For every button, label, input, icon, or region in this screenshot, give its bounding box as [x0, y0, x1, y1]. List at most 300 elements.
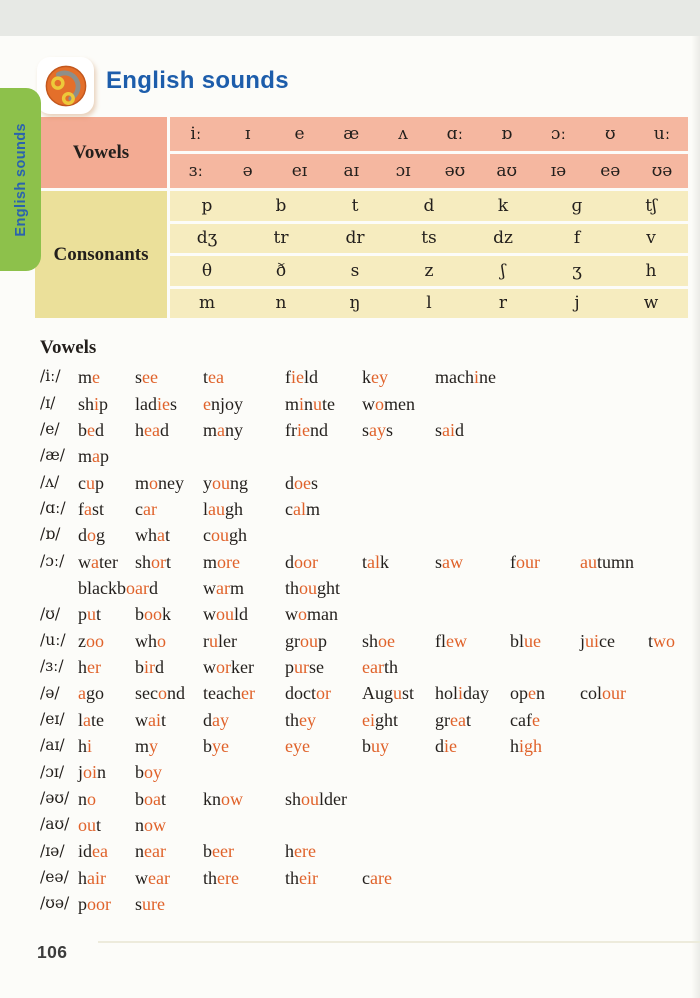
- highlighted-letters: u: [393, 683, 402, 704]
- example-word: more: [203, 551, 240, 572]
- highlighted-letters: e: [203, 393, 211, 414]
- phoneme-symbol: tr: [244, 224, 318, 254]
- example-word: [285, 737, 362, 755]
- example-word: ladies: [135, 393, 178, 414]
- word-row: [40, 627, 690, 653]
- phoneme-symbol: ɒ: [481, 117, 533, 151]
- highlighted-letters: ea: [208, 367, 224, 388]
- phoneme-row: [170, 117, 688, 151]
- phoneme-symbol: v: [614, 224, 688, 254]
- consonants-grid: [170, 191, 688, 318]
- highlighted-letters: oy: [144, 762, 162, 783]
- highlighted-letters: au: [208, 498, 226, 519]
- page-title: English sounds: [106, 67, 289, 94]
- highlighted-letters: a: [157, 525, 165, 546]
- ipa-symbol: /aɪ/: [40, 736, 65, 755]
- highlighted-letters: ai: [148, 709, 161, 730]
- ipa-symbol: /aʊ/: [40, 815, 70, 834]
- example-word: bed: [78, 419, 104, 440]
- example-word: flew: [435, 630, 467, 651]
- phoneme-symbol: ɪ: [222, 117, 274, 151]
- highlighted-letters: ay: [369, 419, 387, 440]
- example-word: boy: [135, 762, 162, 783]
- example-word: beer: [203, 841, 234, 862]
- highlighted-letters: ir: [144, 656, 155, 677]
- word-row: [40, 786, 690, 812]
- highlighted-letters: or: [151, 551, 167, 572]
- word-row: [40, 417, 690, 443]
- example-word: put: [78, 604, 102, 625]
- phoneme-symbol: e: [274, 117, 326, 151]
- word-row: [40, 548, 690, 574]
- phoneme-symbol: t: [318, 191, 392, 221]
- example-word: worker: [203, 656, 254, 677]
- phoneme-symbol: ts: [392, 224, 466, 254]
- highlighted-letters: ear: [362, 656, 384, 677]
- example-word: poor: [78, 894, 111, 915]
- highlighted-letters: air: [87, 867, 106, 888]
- highlighted-letters: au: [580, 551, 597, 572]
- example-word: autumn: [580, 551, 635, 572]
- phoneme-symbol: l: [392, 289, 466, 319]
- example-word: late: [78, 709, 105, 730]
- ipa-symbol: /ə/: [40, 683, 60, 702]
- highlighted-letters: a: [84, 498, 92, 519]
- example-word: door: [285, 551, 318, 572]
- highlighted-letters: e: [531, 709, 540, 730]
- phoneme-symbol: f: [540, 224, 614, 254]
- scan-artifact-line: [98, 941, 700, 943]
- word-row: [40, 443, 690, 469]
- phoneme-symbol: θ: [170, 256, 244, 286]
- example-word: boat: [135, 788, 167, 809]
- phoneme-symbol: dr: [318, 224, 392, 254]
- ipa-symbol: /uː/: [40, 630, 66, 649]
- word-list: [40, 337, 690, 917]
- highlighted-letters: a: [217, 419, 226, 440]
- ipa-symbol: /ɪə/: [40, 841, 65, 860]
- example-word: hair: [78, 867, 106, 888]
- phoneme-symbol: ŋ: [318, 289, 392, 319]
- highlighted-letters: a: [78, 683, 86, 704]
- example-word: many: [203, 419, 244, 440]
- ipa-symbol: /əʊ/: [40, 788, 70, 807]
- example-word: die: [435, 735, 457, 756]
- example-word: dog: [78, 525, 105, 546]
- example-word: said: [435, 419, 465, 440]
- highlighted-letters: ou: [212, 472, 230, 493]
- example-word: hi: [78, 735, 93, 756]
- word-list-rows: [40, 364, 690, 917]
- highlighted-letters: e: [87, 419, 95, 440]
- ipa-symbol: /e/: [40, 420, 60, 439]
- phoneme-symbol: s: [318, 256, 392, 286]
- example-word: ship: [78, 393, 109, 414]
- highlighted-letters: a: [92, 446, 101, 467]
- phoneme-row: [170, 191, 688, 221]
- example-word: cough: [203, 525, 247, 546]
- highlighted-letters: ea: [144, 419, 160, 440]
- example-word: women: [362, 393, 415, 414]
- phoneme-symbol: əʊ: [429, 154, 481, 188]
- example-word: machine: [435, 367, 496, 388]
- highlighted-letters: aw: [442, 551, 464, 572]
- highlighted-letters: i: [94, 393, 100, 414]
- side-tab-english-sounds: [0, 88, 41, 271]
- highlighted-letters: ou: [301, 788, 320, 809]
- highlighted-letters: o: [149, 472, 159, 493]
- example-word: they: [285, 709, 317, 730]
- highlighted-letters: ar: [143, 498, 157, 519]
- example-word: eight: [362, 709, 399, 730]
- highlighted-letters: u: [209, 630, 218, 651]
- phoneme-row: [170, 154, 688, 188]
- highlighted-letters: ie: [444, 735, 457, 756]
- scan-edge-shadow: [691, 36, 700, 998]
- highlighted-letters: or: [216, 656, 231, 677]
- example-word: wear: [135, 867, 170, 888]
- phoneme-row: [170, 256, 688, 286]
- highlighted-letters: u: [86, 472, 95, 493]
- example-word: enjoy: [203, 393, 244, 414]
- highlighted-letters: ye: [212, 735, 229, 756]
- word-row: [40, 522, 690, 548]
- ipa-symbol: /iː/: [40, 367, 61, 386]
- example-word: purse: [285, 656, 324, 677]
- phoneme-symbol: ð: [244, 256, 318, 286]
- highlighted-letters: i: [87, 735, 93, 756]
- phoneme-symbol: ʒ: [540, 256, 614, 286]
- highlighted-letters: ey: [371, 367, 388, 388]
- example-word: there: [203, 867, 239, 888]
- example-word: fast: [78, 498, 105, 519]
- phoneme-symbol: r: [466, 289, 540, 319]
- highlighted-letters: ay: [212, 709, 229, 730]
- phoneme-symbol: ʌ: [377, 117, 429, 151]
- highlighted-letters: o: [375, 393, 384, 414]
- highlighted-letters: our: [516, 551, 540, 572]
- phoneme-symbol: ɪə: [533, 154, 585, 188]
- example-word: bye: [203, 735, 229, 756]
- example-word: her: [78, 656, 101, 677]
- example-word: car: [135, 498, 157, 519]
- phoneme-symbol: dʒ: [170, 224, 244, 254]
- consonants-section: [35, 191, 688, 318]
- phoneme-symbol: n: [244, 289, 318, 319]
- word-row: [40, 759, 690, 785]
- example-word: juice: [580, 630, 616, 651]
- phoneme-symbol: eɪ: [274, 154, 326, 188]
- highlighted-letters: ie: [157, 393, 170, 414]
- example-word: blue: [510, 630, 542, 651]
- highlighted-letters: al: [367, 551, 381, 572]
- highlighted-letters: al: [293, 498, 306, 519]
- highlighted-letters: eye: [285, 735, 310, 756]
- example-word: tea: [203, 367, 224, 388]
- highlighted-letters: ore: [217, 551, 240, 572]
- ipa-symbol: /ʊə/: [40, 894, 70, 913]
- highlighted-letters: o: [87, 525, 96, 546]
- page-number: 106: [37, 942, 68, 962]
- phoneme-symbol: æ: [325, 117, 377, 151]
- highlighted-letters: igh: [519, 735, 543, 756]
- highlighted-letters: ear: [148, 867, 170, 888]
- example-word: me: [78, 367, 101, 388]
- word-row: [40, 812, 690, 838]
- highlighted-letters: ur: [294, 656, 309, 677]
- ipa-symbol: /ɔː/: [40, 551, 65, 570]
- phoneme-table: [35, 117, 688, 318]
- example-word: water: [78, 551, 118, 572]
- example-word: young: [203, 472, 248, 493]
- example-word: thought: [285, 577, 341, 598]
- phoneme-symbol: j: [540, 289, 614, 319]
- word-row: [40, 733, 690, 759]
- headphones-icon: [43, 63, 89, 109]
- example-word: high: [510, 735, 543, 756]
- example-word: says: [362, 419, 394, 440]
- phoneme-symbol: k: [466, 191, 540, 221]
- consonants-section-label: Consonants: [35, 191, 167, 318]
- highlighted-letters: ou: [211, 525, 229, 546]
- highlighted-letters: ea: [450, 709, 466, 730]
- highlighted-letters: i: [299, 393, 305, 414]
- highlighted-letters: o: [298, 604, 307, 625]
- example-word: wait: [135, 709, 167, 730]
- phoneme-symbol: uː: [636, 117, 688, 151]
- highlighted-letters: ei: [362, 709, 375, 730]
- example-word: woman: [285, 604, 338, 625]
- ipa-symbol: /ɪ/: [40, 393, 56, 412]
- word-row: [40, 838, 690, 864]
- example-word: cafe: [510, 709, 540, 730]
- word-row: [40, 575, 690, 601]
- highlighted-letters: ar: [216, 577, 230, 598]
- highlighted-letters: ee: [142, 367, 158, 388]
- highlighted-letters: oar: [125, 577, 149, 598]
- highlighted-letters: u: [87, 604, 96, 625]
- example-word: laugh: [203, 498, 244, 519]
- highlighted-letters: y: [149, 735, 159, 756]
- example-word: great: [435, 709, 471, 730]
- example-word: blackboard: [78, 577, 158, 598]
- word-row: [40, 496, 690, 522]
- highlighted-letters: o: [87, 788, 96, 809]
- phoneme-symbol: ʊ: [584, 117, 636, 151]
- highlighted-letters: eir: [299, 867, 318, 888]
- phoneme-row: [170, 289, 688, 319]
- highlighted-letters: o: [157, 630, 166, 651]
- highlighted-letters: eer: [212, 841, 234, 862]
- example-word: friend: [285, 419, 328, 440]
- example-word: group: [285, 630, 327, 651]
- example-word: join: [78, 762, 107, 783]
- ipa-symbol: /ʌ/: [40, 472, 60, 491]
- example-word: see: [135, 367, 158, 388]
- example-word: know: [203, 788, 243, 809]
- highlighted-letters: ow: [221, 788, 243, 809]
- highlighted-letters: oor: [294, 551, 318, 572]
- example-word: saw: [435, 551, 464, 572]
- phoneme-symbol: iː: [170, 117, 222, 151]
- example-word: day: [203, 709, 229, 730]
- example-word: key: [362, 367, 388, 388]
- phoneme-symbol: ɜː: [170, 154, 222, 188]
- ipa-symbol: /ʊ/: [40, 604, 61, 623]
- highlighted-letters: a: [83, 709, 92, 730]
- example-word: holiday: [435, 683, 490, 704]
- highlighted-letters: wo: [653, 630, 676, 651]
- phoneme-symbol: z: [392, 256, 466, 286]
- phoneme-symbol: w: [614, 289, 688, 319]
- highlighted-letters: ou: [216, 604, 234, 625]
- highlighted-letters: ow: [144, 815, 166, 836]
- ipa-symbol: /eɪ/: [40, 709, 65, 728]
- example-word: near: [135, 841, 166, 862]
- example-word: two: [648, 630, 676, 651]
- word-list-heading: Vowels: [40, 337, 97, 358]
- highlighted-letters: ew: [446, 630, 467, 651]
- example-word: would: [203, 604, 249, 625]
- phoneme-row: [170, 224, 688, 254]
- example-word: field: [285, 367, 319, 388]
- example-word: my: [135, 735, 159, 756]
- phoneme-symbol: aɪ: [325, 154, 377, 188]
- highlighted-letters: ere: [217, 867, 239, 888]
- phoneme-symbol: m: [170, 289, 244, 319]
- highlighted-letters: oe: [378, 630, 396, 651]
- example-word: their: [285, 867, 318, 888]
- phoneme-symbol: ɔː: [533, 117, 585, 151]
- example-word: cup: [78, 472, 104, 493]
- example-word: four: [510, 551, 540, 572]
- example-word: no: [78, 788, 96, 809]
- example-word: earth: [362, 656, 398, 677]
- highlighted-letters: our: [602, 683, 626, 704]
- example-word: shoe: [362, 630, 396, 651]
- example-word: head: [135, 419, 169, 440]
- example-word: minute: [285, 393, 336, 414]
- word-row: [40, 469, 690, 495]
- example-word: August: [362, 683, 415, 704]
- highlighted-letters: ue: [524, 630, 542, 651]
- vowels-section: [35, 117, 688, 188]
- example-word: who: [135, 630, 166, 651]
- example-word: doctor: [285, 683, 331, 704]
- phoneme-symbol: d: [392, 191, 466, 221]
- example-word: shoulder: [285, 788, 347, 809]
- phoneme-symbol: aʊ: [481, 154, 533, 188]
- example-word: open: [510, 683, 545, 704]
- example-word: what: [135, 525, 171, 546]
- highlighted-letters: uy: [371, 735, 389, 756]
- highlighted-letters: a: [91, 551, 99, 572]
- highlighted-letters: ou: [300, 630, 318, 651]
- word-row: [40, 601, 690, 627]
- phoneme-symbol: dz: [466, 224, 540, 254]
- highlighted-letters: oo: [86, 630, 104, 651]
- highlighted-letters: ai: [442, 419, 456, 440]
- phoneme-symbol: p: [170, 191, 244, 221]
- example-word: colour: [580, 683, 626, 704]
- example-word: map: [78, 446, 110, 467]
- phoneme-symbol: tʃ: [614, 191, 688, 221]
- phoneme-symbol: ɔɪ: [377, 154, 429, 188]
- highlighted-letters: ou: [299, 577, 318, 598]
- phoneme-symbol: ʃ: [466, 256, 540, 286]
- highlighted-letters: er: [240, 683, 255, 704]
- vowels-section-label: Vowels: [35, 117, 167, 188]
- example-word: second: [135, 683, 185, 704]
- word-row: [40, 865, 690, 891]
- ipa-symbol: /ɜː/: [40, 657, 64, 676]
- word-row: [40, 390, 690, 416]
- example-word: ago: [78, 683, 104, 704]
- highlighted-letters: e: [528, 683, 536, 704]
- example-word: calm: [285, 498, 321, 519]
- highlighted-letters: oe: [294, 472, 311, 493]
- phoneme-symbol: ʊə: [636, 154, 688, 188]
- example-word: warm: [203, 577, 244, 598]
- word-row: [40, 654, 690, 680]
- ipa-symbol: /ɔɪ/: [40, 762, 65, 781]
- highlighted-letters: e: [92, 367, 101, 388]
- highlighted-letters: ere: [294, 841, 316, 862]
- ipa-symbol: /ɑː/: [40, 499, 66, 518]
- phoneme-symbol: b: [244, 191, 318, 221]
- example-word: short: [135, 551, 172, 572]
- example-word: bird: [135, 656, 164, 677]
- vowels-grid: [170, 117, 688, 188]
- example-word: zoo: [78, 630, 104, 651]
- highlighted-letters: ie: [297, 419, 310, 440]
- highlighted-letters: oa: [144, 788, 161, 809]
- highlighted-letters: i: [458, 683, 464, 704]
- highlighted-letters: er: [87, 656, 101, 677]
- highlighted-letters: oo: [144, 604, 162, 625]
- example-word: book: [135, 604, 171, 625]
- example-word: ruler: [203, 630, 237, 651]
- example-word: out: [78, 815, 102, 836]
- example-word: now: [135, 815, 166, 836]
- phoneme-symbol: ə: [222, 154, 274, 188]
- word-row: [40, 364, 690, 390]
- chapter-icon-tile: [37, 57, 94, 114]
- phoneme-symbol: ɑː: [429, 117, 481, 151]
- highlighted-letters: ear: [144, 841, 166, 862]
- example-word: money: [135, 472, 185, 493]
- phoneme-symbol: ɡ: [540, 191, 614, 221]
- word-row: [40, 706, 690, 732]
- example-word: teacher: [203, 683, 255, 704]
- example-word: here: [285, 841, 316, 862]
- ipa-symbol: /ɒ/: [40, 525, 61, 544]
- phoneme-symbol: eə: [584, 154, 636, 188]
- example-word: idea: [78, 841, 108, 862]
- word-row: [40, 891, 690, 917]
- ipa-symbol: /eə/: [40, 867, 69, 886]
- highlighted-letters: ure: [142, 894, 165, 915]
- example-word: does: [285, 472, 319, 493]
- highlighted-letters: o: [157, 683, 167, 704]
- highlighted-letters: ui: [585, 630, 600, 651]
- ipa-symbol: /æ/: [40, 446, 66, 465]
- highlighted-letters: ou: [78, 815, 96, 836]
- phoneme-symbol: h: [614, 256, 688, 286]
- highlighted-letters: ie: [291, 367, 304, 388]
- highlighted-letters: ea: [92, 841, 108, 862]
- side-tab-label: English sounds: [12, 122, 29, 237]
